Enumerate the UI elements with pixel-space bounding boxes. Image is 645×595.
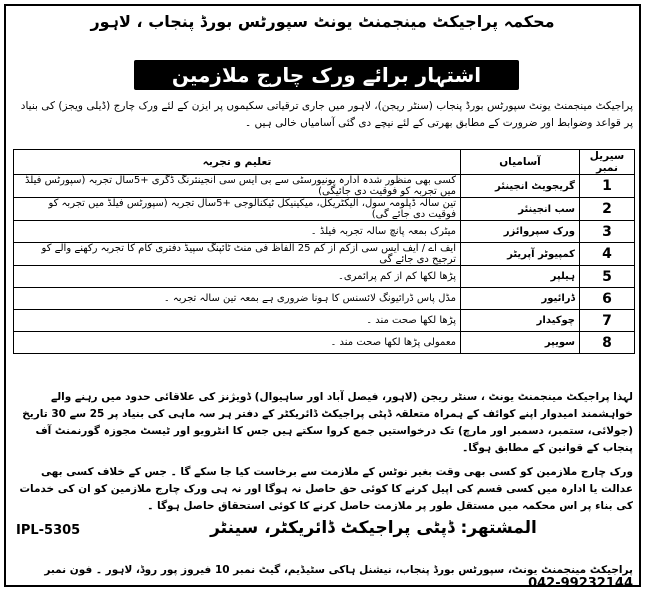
vacancies-table xyxy=(13,149,635,354)
serial-number: 4 xyxy=(580,243,635,266)
post-name: گریجویٹ انجینئر xyxy=(461,175,580,198)
advertisement-banner: اشتہار برائے ورک چارج ملازمین xyxy=(134,60,519,90)
serial-number: 7 xyxy=(580,310,635,332)
terms-paragraph: ورک چارج ملازمین کو کسی بھی وقت بغیر نوٹس کے ملازمت سے برخاست کیا جا سکے گا ۔ جس کے خلاف کسی بھی عدالت یا ادارہ میں کسی قسم کی اپیل کرنے کا کوئی حق حاصل نہ ہوگا اور نہ ہی ورک چارج ملازمین کو ان کی خدمات کی بناء پر اس محکمہ میں مستقل طور پر ملازمت حاصل کرنے کا کوئی استحقاق حاصل ہوگا ۔ xyxy=(19,466,633,512)
table-row xyxy=(14,266,635,288)
post-name: ورک سپروائزر xyxy=(461,221,580,243)
serial-number: 6 xyxy=(580,288,635,310)
footer-address xyxy=(12,564,633,591)
post-name: ڈرائیور xyxy=(461,288,580,310)
table-row xyxy=(14,198,635,221)
application-instructions: لہذا پراجیکٹ مینجمنٹ یونٹ ، سنٹر ریجن (لاہور، فیصل آباد اور ساہیوال) ڈویژنز کی علاقائی حدود میں رہنے والے خواہشمند امیدوار اپنے کوائف کے ہمراہ متعلقہ ڈپٹی پراجیکٹ ڈائریکٹر کے دفتر ہر سہ ماہی کی بنیاد پر 25 سے 30 تاریخ (جولائی، ستمبر، دسمبر اور مارچ) تک درخواستیں جمع کروا سکتے ہیں جس کا انٹرویو اور ٹیسٹ مجوزہ گورنمنٹ آف پنجاب کے قوانین کے مطابق ہوگا۔ xyxy=(22,391,633,454)
department-title: محکمہ پراجیکٹ مینجمنٹ یونٹ سپورٹس بورڈ پنجاب ، لاہور xyxy=(90,12,555,31)
advertisement-page xyxy=(4,4,641,591)
advertiser-signature: المشتھر: ڈپٹی پراجیکٹ ڈائریکٹر، سینٹر xyxy=(210,518,537,538)
post-requirements: میٹرک بمعہ پانچ سالہ تجربہ فیلڈ ۔ xyxy=(14,221,461,243)
intro-paragraph: پراجیکٹ مینجمنٹ یونٹ سپورٹس بورڈ پنجاب (سنٹر ریجن)، لاہور میں جاری ترقیاتی سکیموں پر ایزن کے لئے ورک چارج (ڈیلی ویجز) کی بنیاد پر قواعد وضوابط اور ضرورت کے مطابق بھرتی کے لئے نیچے دی گئی آسامیاں خالی ہیں ۔ xyxy=(20,100,633,129)
post-name: ہیلپر xyxy=(461,266,580,288)
post-requirements: پڑھا لکھا صحت مند ۔ xyxy=(14,310,461,332)
address-text: پراجیکٹ مینجمنٹ یونٹ، سپورٹس بورڈ پنجاب، نیشنل ہاکی سٹیڈیم، گیٹ نمبر 10 فیروز پور روڈ، لاہور ۔ فون نمبر xyxy=(44,564,633,576)
table-header-row xyxy=(14,150,635,175)
post-requirements: مڈل پاس ڈرائیونگ لائسنس کا ہونا ضروری ہے بمعہ تین سالہ تجربہ ۔ xyxy=(14,288,461,310)
table-row xyxy=(14,221,635,243)
post-name: سب انجینئر xyxy=(461,198,580,221)
serial-number: 1 xyxy=(580,175,635,198)
post-requirements: کسی بھی منظور شدہ ادارہ یونیورسٹی سے بی ایس سی انجینئرنگ ڈگری +5سال تجربہ (سپورٹس فیلڈ میں تجربہ کو فوقیت دی جائیگی) xyxy=(14,175,461,198)
header-serial: سیریل نمبر xyxy=(580,150,635,175)
header-requirements: تعلیم و تجربہ xyxy=(14,150,461,175)
serial-number: 2 xyxy=(580,198,635,221)
post-requirements: ایف اے / ایف ایس سی ازکم از کم 25 الفاظ فی منٹ ٹائپنگ سپیڈ دفتری کام کا تجربہ رکھنے والے کو ترجیح دی جائے گی xyxy=(14,243,461,266)
post-requirements: معمولی پڑھا لکھا صحت مند ۔ xyxy=(14,332,461,354)
ipl-number: IPL-5305 xyxy=(16,523,81,538)
post-name: کمپیوٹر آپریٹر xyxy=(461,243,580,266)
serial-number: 8 xyxy=(580,332,635,354)
table-row xyxy=(14,310,635,332)
table-row xyxy=(14,288,635,310)
table-row xyxy=(14,243,635,266)
post-requirements: تین سالہ ڈپلومہ سول، الیکٹریکل، میکینیکل ٹیکنالوجی +5سال تجربہ (سپورٹس فیلڈ میں تجربہ کو فوقیت دی جائے گی) xyxy=(14,198,461,221)
post-name: سویپر xyxy=(461,332,580,354)
table-row xyxy=(14,332,635,354)
post-requirements: پڑھا لکھا کم از کم پرائمری۔ xyxy=(14,266,461,288)
post-name: چوکیدار xyxy=(461,310,580,332)
table-row xyxy=(14,175,635,198)
serial-number: 3 xyxy=(580,221,635,243)
serial-number: 5 xyxy=(580,266,635,288)
phone-number: 042-99232144 xyxy=(528,576,633,591)
header-post: آسامیاں xyxy=(461,150,580,175)
